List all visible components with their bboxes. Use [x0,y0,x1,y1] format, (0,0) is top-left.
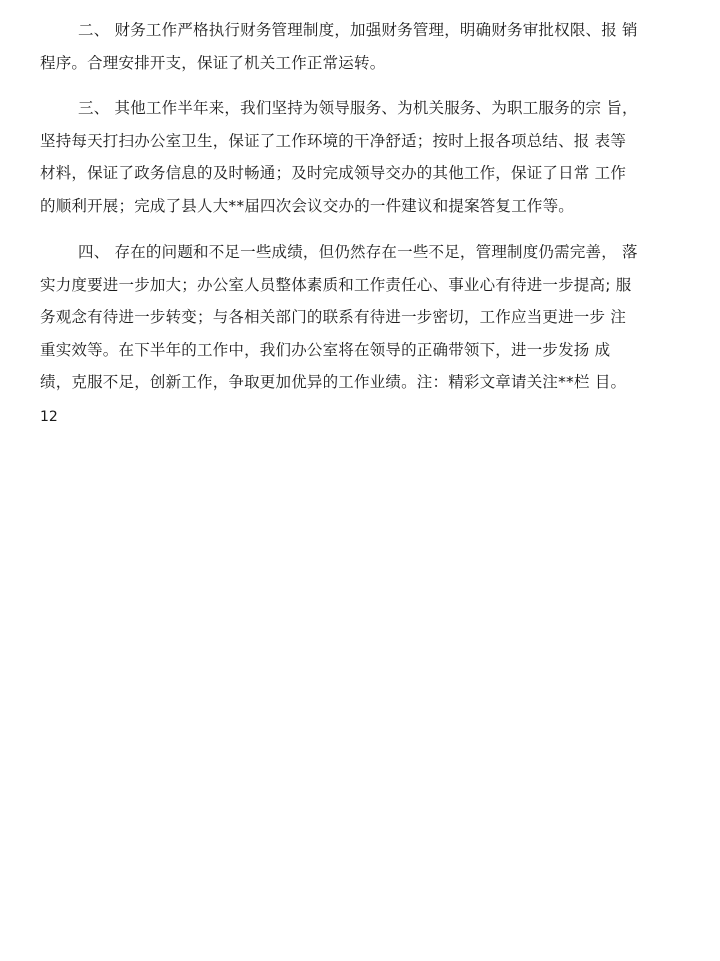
text-line: 程序。合理安排开支，保证了机关工作正常运转。 [40,53,386,72]
paragraph-other-work [40,92,680,222]
text-line: 的顺利开展；完成了县人大**届四次会议交办的一件建议和提案答复工作等。 [40,196,575,215]
text-line: 重实效等。在下半年的工作中，我们办公室将在领导的正确带领下，进一步发扬 成 [40,340,611,359]
text-line: 三、 其他工作半年来，我们坚持为领导服务、为机关服务、为职工服务的宗 旨， [78,99,638,117]
paragraph-problems [40,236,680,399]
paragraph-finance [40,14,680,79]
text-line: 实力度要进一步加大；办公室人员整体素质和工作责任心、事业心有待进一步提高; 服 [40,275,632,294]
page-number: 12 [40,409,58,425]
text-line: 材料，保证了政务信息的及时畅通；及时完成领导交办的其他工作，保证了日常 工作 [40,164,627,183]
text-line: 四、 存在的问题和不足一些成绩，但仍然存在一些不足，管理制度仍需完善， 落 [78,243,638,261]
text-line: 坚持每天打扫办公室卫生，保证了工作环境的干净舒适；按时上报各项总结、报 表等 [40,131,627,150]
text-line: 务观念有待进一步转变；与各相关部门的联系有待进一步密切，工作应当更进一步 注 [40,308,627,327]
text-line: 二、 财务工作严格执行财务管理制度，加强财务管理，明确财务审批权限、报 销 [78,21,638,39]
text-line: 绩，克服不足，创新工作，争取更加优异的工作业绩。注：精彩文章请关注**栏 目。 [40,373,627,392]
